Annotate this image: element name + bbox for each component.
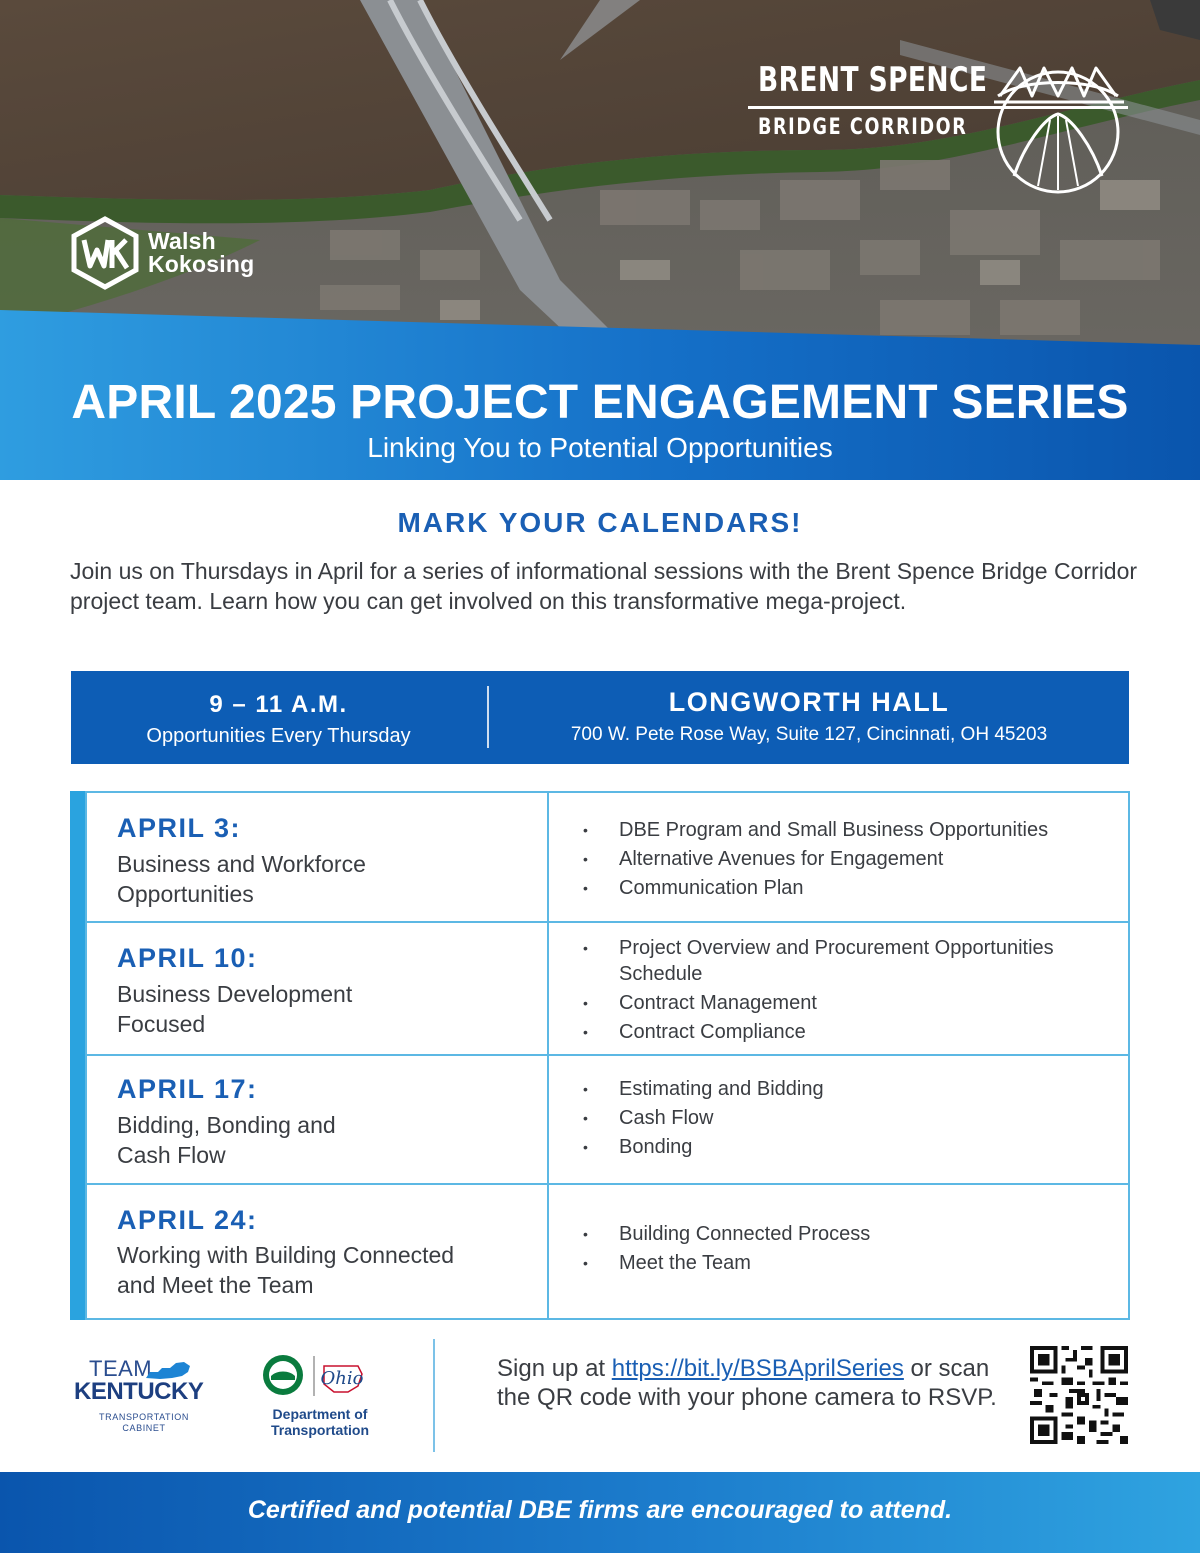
signup-prefix: Sign up at <box>497 1355 612 1382</box>
page-subtitle: Linking You to Potential Opportunities <box>367 432 833 463</box>
signup-link[interactable]: https://bit.ly/BSBAprilSeries <box>611 1355 904 1382</box>
session-items-cell <box>549 1056 1128 1183</box>
signup-suffix: or scan the QR code with your phone camera to RSVP. <box>497 1355 997 1411</box>
session-topic-line: Focused <box>117 1011 206 1037</box>
list-item: • Contract Management <box>583 990 1123 1016</box>
session-date: APRIL 17: <box>117 1074 258 1104</box>
session-date: APRIL 10: <box>117 943 258 973</box>
walsh-kokosing-logo <box>70 216 254 290</box>
schedule-accent-bar <box>70 791 85 1320</box>
session-date: APRIL 3: <box>117 813 242 843</box>
list-item: • Project Overview and Procurement Opportunities Schedule <box>583 935 1123 987</box>
session-topic-line: Business Development <box>117 981 353 1007</box>
list-item: • Cash Flow <box>583 1105 1123 1131</box>
tk-team-text: TEAM <box>89 1356 153 1381</box>
wk-line1: Walsh <box>148 228 216 254</box>
signup-text <box>497 1354 1007 1412</box>
bridge-circle-icon <box>984 56 1132 196</box>
session-title-cell <box>87 1056 549 1183</box>
ohio-dot-label <box>256 1406 384 1438</box>
list-item: • DBE Program and Small Business Opportunities <box>583 817 1123 843</box>
list-item: • Alternative Avenues for Engagement <box>583 846 1123 872</box>
session-schedule <box>70 791 1130 1320</box>
bottom-note: Certified and potential DBE firms are encouraged to attend. <box>247 1496 953 1524</box>
list-item: • Building Connected Process <box>583 1221 1123 1247</box>
event-time: 9 – 11 A.M. <box>209 691 348 718</box>
session-items-cell <box>549 793 1128 921</box>
tk-sub-line1: TRANSPORTATION <box>99 1412 189 1422</box>
mark-calendars-heading: MARK YOUR CALENDARS! <box>397 507 803 538</box>
time-block <box>71 671 486 764</box>
session-items-cell <box>549 923 1128 1054</box>
session-topic <box>117 849 537 909</box>
list-item: • Contract Compliance <box>583 1019 1123 1045</box>
session-title-cell <box>87 1185 549 1318</box>
event-frequency: Opportunities Every Thursday <box>146 725 411 747</box>
qr-code-icon[interactable] <box>1030 1346 1128 1444</box>
session-title-cell <box>87 923 549 1054</box>
session-topic-line: Cash Flow <box>117 1142 226 1168</box>
table-row <box>87 793 1128 923</box>
session-date: APRIL 24: <box>117 1205 258 1235</box>
team-kentucky-logo <box>74 1356 219 1436</box>
bsbc-title: BRENT SPENCE <box>758 60 988 100</box>
tk-sub-line2: CABINET <box>122 1423 166 1433</box>
venue-block <box>489 671 1129 764</box>
ohio-dot-line1: Department of <box>272 1406 368 1422</box>
table-row <box>87 923 1128 1056</box>
session-items-cell <box>549 1185 1128 1318</box>
ohio-script-text: Ohio <box>320 1368 364 1389</box>
session-topic-line: and Meet the Team <box>117 1272 314 1298</box>
session-topic-line: Bidding, Bonding and <box>117 1112 336 1138</box>
tk-kentucky-text: KENTUCKY <box>74 1378 204 1405</box>
wk-line2: Kokosing <box>148 251 255 277</box>
session-topic <box>117 979 537 1039</box>
table-row <box>87 1056 1128 1185</box>
venue-address: 700 W. Pete Rose Way, Suite 127, Cincinnati, OH 45203 <box>570 724 1048 745</box>
intro-paragraph: Join us on Thursdays in April for a series of informational sessions with the Brent Spence Bridge Corridor project team. Learn how you can get involved on this transformative mega-project. <box>70 558 1138 614</box>
page-title: APRIL 2025 PROJECT ENGAGEMENT SERIES <box>71 376 1129 429</box>
wk-hexagon-icon <box>70 216 140 290</box>
footer-divider <box>433 1339 435 1452</box>
brent-spence-logo <box>748 56 1132 196</box>
session-item-list <box>583 817 1123 904</box>
session-item-list <box>583 1221 1123 1279</box>
session-topic <box>117 1110 537 1170</box>
venue-name: LONGWORTH HALL <box>668 687 950 717</box>
list-item: • Meet the Team <box>583 1250 1123 1276</box>
session-topic-line: Working with Building Connected <box>117 1242 455 1268</box>
list-item: • Estimating and Bidding <box>583 1076 1123 1102</box>
ohio-dot-line2: Transportation <box>270 1422 369 1438</box>
session-topic-line: Business and Workforce <box>117 851 366 877</box>
list-item: • Bonding <box>583 1134 1123 1160</box>
schedule-table <box>85 791 1130 1320</box>
bottom-banner <box>0 1472 1200 1553</box>
session-item-list <box>583 1076 1123 1163</box>
bsbc-subtitle: BRIDGE CORRIDOR <box>758 115 968 140</box>
list-item: • Communication Plan <box>583 875 1123 901</box>
ohio-dot-logo <box>262 1354 366 1404</box>
table-row <box>87 1185 1128 1318</box>
session-title-cell <box>87 793 549 921</box>
session-item-list <box>583 935 1123 1048</box>
event-info-bar <box>71 671 1129 764</box>
session-topic <box>117 1240 537 1300</box>
session-topic-line: Opportunities <box>117 881 254 907</box>
hero-section <box>0 0 1200 480</box>
